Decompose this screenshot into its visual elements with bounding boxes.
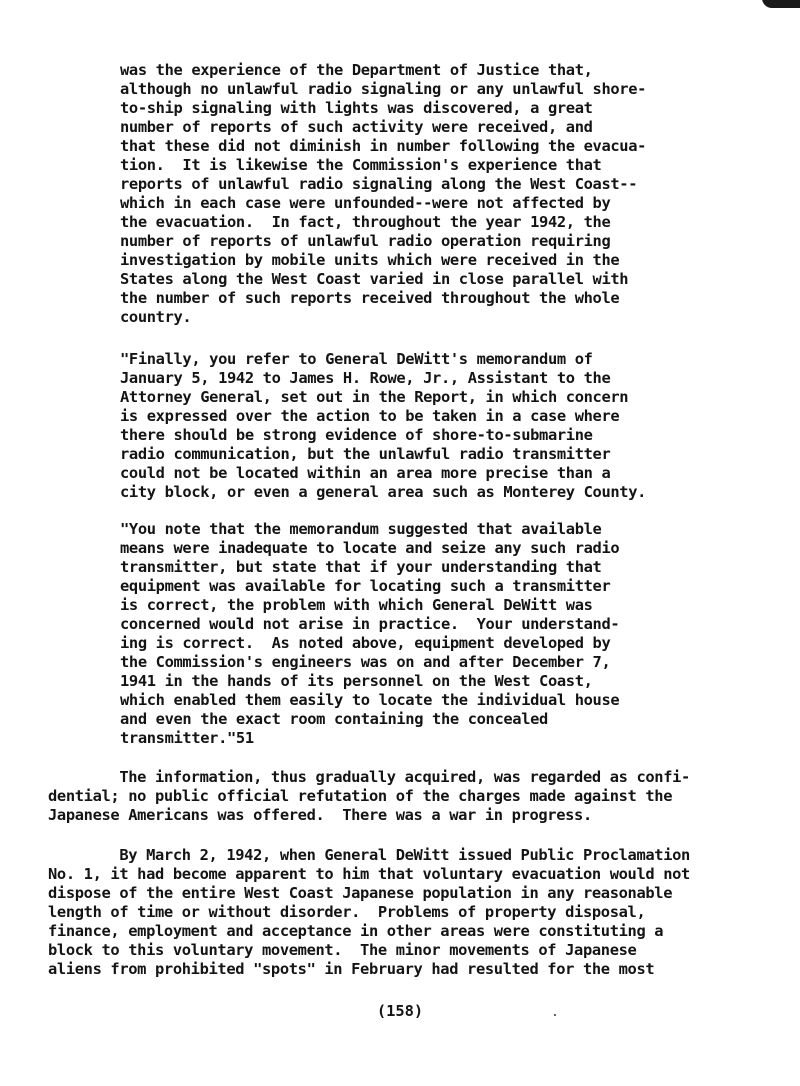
text-line: could not be located within an area more precise than a	[120, 464, 611, 482]
text-line: that these did not diminish in number following the evacua-	[120, 137, 647, 155]
scan-corner-mark	[762, 0, 800, 8]
text-line: ing is correct. As noted above, equipment developed by	[120, 634, 611, 652]
text-line: to-ship signaling with lights was discovered, a great	[120, 99, 593, 117]
text-line: number of reports of unlawful radio operation requiring	[120, 232, 611, 250]
text-line: reports of unlawful radio signaling along the West Coast--	[120, 175, 638, 193]
text-line: dispose of the entire West Coast Japanese population in any reasonable	[48, 884, 673, 902]
text-line: was the experience of the Department of Justice that,	[120, 61, 593, 79]
text-line: "You note that the memorandum suggested that available	[120, 520, 602, 538]
text-line: 1941 in the hands of its personnel on the West Coast,	[120, 672, 593, 690]
text-line: number of reports of such activity were received, and	[120, 118, 593, 136]
text-line: which enabled them easily to locate the individual house	[120, 691, 620, 709]
text-line: although no unlawful radio signaling or any unlawful shore-	[120, 80, 647, 98]
text-line: the Commission's engineers was on and after December 7,	[120, 653, 611, 671]
text-line: the number of such reports received throughout the whole	[120, 289, 620, 307]
text-line: By March 2, 1942, when General DeWitt issued Public Proclamation	[48, 846, 690, 864]
text-line: transmitter."51	[120, 729, 254, 747]
text-line: concerned would not arise in practice. Your understand-	[120, 615, 620, 633]
text-line: dential; no public official refutation of the charges made against the	[48, 787, 673, 805]
text-line: Japanese Americans was offered. There was a war in progress.	[48, 806, 592, 824]
text-line: "Finally, you refer to General DeWitt's memorandum of	[120, 350, 593, 368]
text-line: country.	[120, 308, 192, 326]
text-line: the evacuation. In fact, throughout the year 1942, the	[120, 213, 611, 231]
text-line: aliens from prohibited "spots" in February had resulted for the most	[48, 960, 655, 978]
text-line: is expressed over the action to be taken in a case where	[120, 407, 620, 425]
text-line: The information, thus gradually acquired, was regarded as confi-	[48, 768, 690, 786]
text-line: Attorney General, set out in the Report, in which concern	[120, 388, 629, 406]
page-number: (158)	[376, 1002, 424, 1020]
scan-speck	[554, 1014, 556, 1016]
text-line: block to this voluntary movement. The minor movements of Japanese	[48, 941, 637, 959]
text-line: transmitter, but state that if your understanding that	[120, 558, 602, 576]
text-line: States along the West Coast varied in close parallel with	[120, 270, 629, 288]
text-line: investigation by mobile units which were received in the	[120, 251, 620, 269]
text-line: length of time or without disorder. Problems of property disposal,	[48, 903, 646, 921]
text-line: there should be strong evidence of shore-to-submarine	[120, 426, 593, 444]
text-line: city block, or even a general area such as Monterey County.	[120, 483, 647, 501]
text-line: tion. It is likewise the Commission's experience that	[120, 156, 602, 174]
text-line: radio communication, but the unlawful radio transmitter	[120, 445, 611, 463]
text-line: No. 1, it had become apparent to him that voluntary evacuation would not	[48, 865, 690, 883]
text-line: January 5, 1942 to James H. Rowe, Jr., Assistant to the	[120, 369, 611, 387]
text-line: means were inadequate to locate and seize any such radio	[120, 539, 620, 557]
text-line: which in each case were unfounded--were not affected by	[120, 194, 611, 212]
text-line: finance, employment and acceptance in other areas were constituting a	[48, 922, 664, 940]
text-line: is correct, the problem with which General DeWitt was	[120, 596, 593, 614]
text-line: equipment was available for locating such a transmitter	[120, 577, 611, 595]
text-line: and even the exact room containing the concealed	[120, 710, 548, 728]
